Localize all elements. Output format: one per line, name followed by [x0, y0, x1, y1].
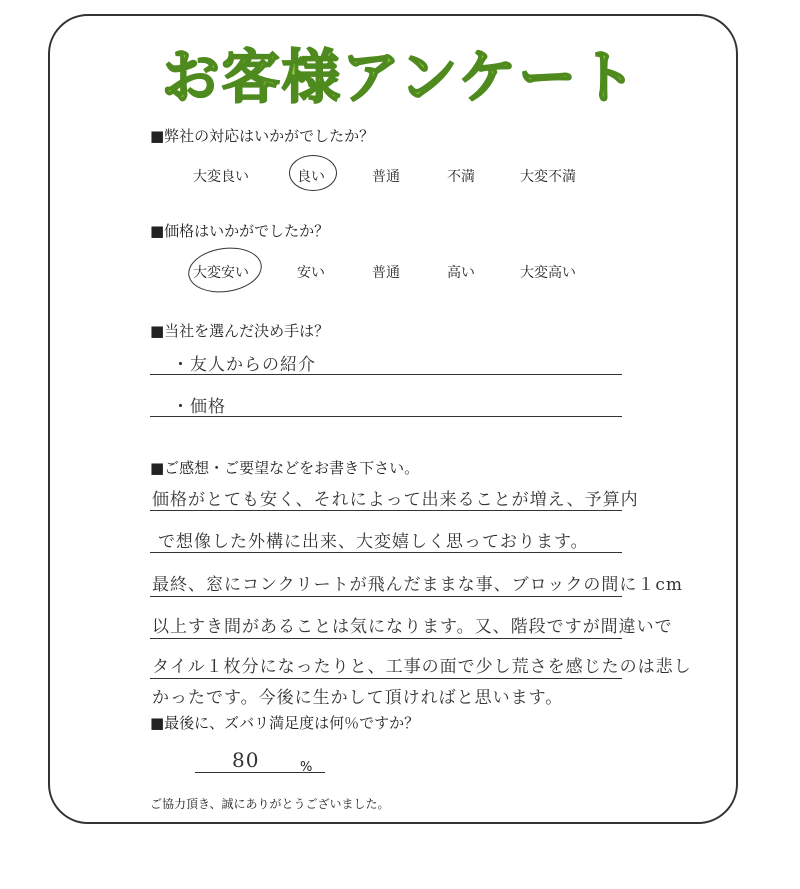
thank-you-note: ご協力頂き、誠にありがとうございました。: [150, 797, 390, 811]
question-deciding-factor: ■当社を選んだ決め手は？: [150, 322, 330, 340]
comment-line-2: で想像した外構に出来、大変嬉しく思っております。: [158, 532, 589, 552]
survey-title: お客様アンケート: [161, 43, 639, 111]
comment-line-3: 最終、窓にコンクリートが飛んだままな事、ブロックの間に１cm: [152, 575, 683, 595]
q2-option-expensive[interactable]: 高い: [447, 265, 475, 281]
comment-line-4: 以上すき間があることは気になります。又、階段ですが間違いで: [152, 617, 673, 637]
answer-line: [150, 638, 622, 639]
q1-option-dissatisfied[interactable]: 不満: [447, 169, 475, 185]
question-comments: ■ご感想・ご要望などをお書き下さい。: [150, 459, 420, 477]
satisfaction-unit: %: [300, 760, 313, 775]
q2-option-cheap[interactable]: 安い: [297, 265, 325, 281]
answer-line: [150, 678, 622, 679]
q1-selected-circle: [289, 155, 337, 191]
question-service: ■弊社の対応はいかがでしたか？: [150, 127, 375, 145]
comment-line-1: 価格がとても安く、それによって出来ることが増え、予算内: [152, 490, 639, 510]
q1-option-very-good[interactable]: 大変良い: [193, 169, 249, 185]
answer-line: [150, 596, 622, 597]
q2-option-very-cheap[interactable]: 大変安い: [193, 265, 249, 281]
q1-option-very-dissatisfied[interactable]: 大変不満: [520, 169, 576, 185]
q1-option-average[interactable]: 普通: [372, 169, 400, 185]
comment-line-6: かったです。今後に生かして頂ければと思います。: [152, 688, 564, 708]
answer-line: [150, 416, 622, 417]
question-satisfaction: ■最後に、ズバリ満足度は何％ですか？: [150, 714, 420, 732]
answer-line: [150, 510, 622, 511]
satisfaction-answer-line: [195, 772, 325, 773]
answer-line: [150, 374, 622, 375]
q2-option-average[interactable]: 普通: [372, 265, 400, 281]
answer-line: [150, 552, 622, 553]
question-price: ■価格はいかがでしたか？: [150, 222, 330, 240]
comment-line-5: タイル１枚分になったりと、工事の面で少し荒さを感じたのは悲し: [152, 657, 692, 677]
q1-option-good[interactable]: 良い: [297, 169, 325, 185]
q2-option-very-expensive[interactable]: 大変高い: [520, 265, 576, 281]
satisfaction-value: 80: [232, 748, 260, 772]
deciding-factor-answer-1: ・友人からの紹介: [172, 355, 316, 375]
deciding-factor-answer-2: ・価格: [172, 397, 226, 417]
